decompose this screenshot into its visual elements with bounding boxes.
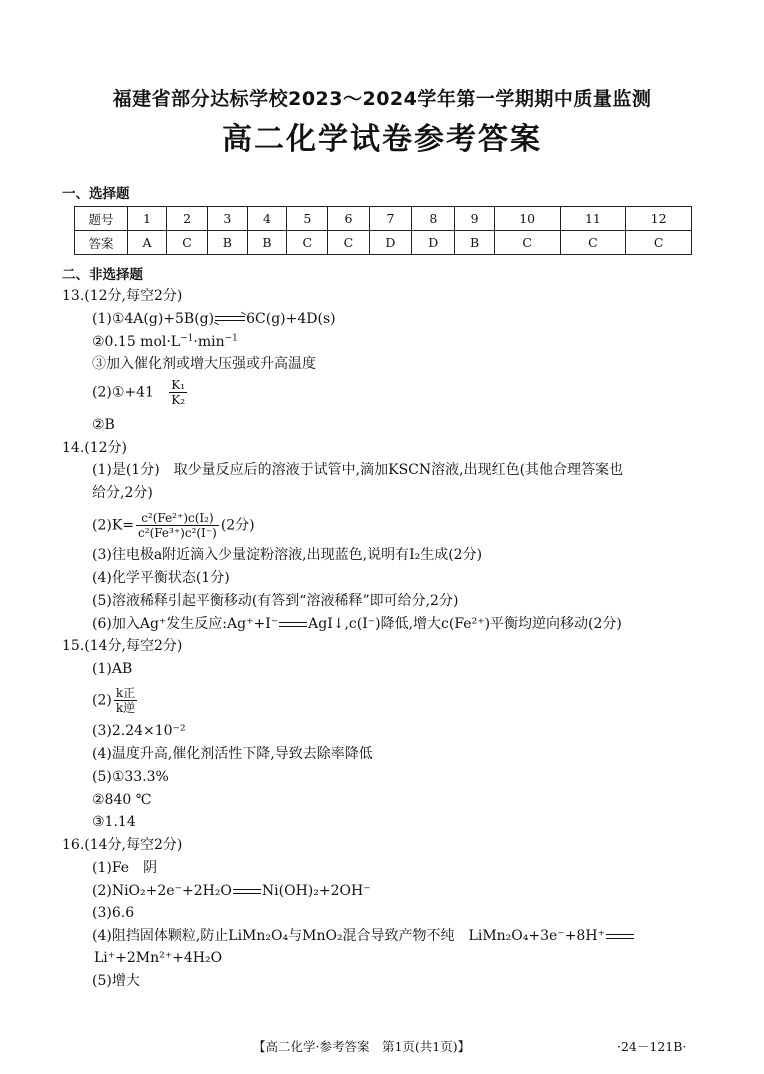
q16-heading: 16.(14分,每空2分) (62, 837, 183, 853)
q15-answer-7: ③1.14 (92, 814, 136, 830)
q15-answer-2 (92, 686, 139, 715)
q15-answer-5: (5)①33.3% (92, 769, 169, 785)
table-cell: A (128, 231, 167, 255)
table-cell: C (494, 231, 560, 255)
section-choice-title: 一、选择题 (62, 186, 130, 202)
page-footer: 【高二化学·参考答案 第1页(共1页)】 (253, 1039, 471, 1054)
q16-answer-4-cont: Li⁺+2Mn²⁺+4H₂O (94, 950, 223, 966)
table-cell: D (369, 231, 412, 255)
q16-answer-2 (92, 882, 371, 900)
numerator: c²(Fe²⁺)c(I₂) (136, 511, 219, 526)
q14-answer-5: (5)溶液稀释引起平衡移动(有答到“溶液稀释”即可给分,2分) (92, 593, 459, 609)
q13-answer-4 (92, 378, 189, 407)
q14-answer-1-cont: 给分,2分) (92, 485, 153, 501)
table-cell: 5 (287, 207, 328, 231)
answer-table (74, 206, 692, 255)
denominator: c²(Fe³⁺)c²(I⁻) (138, 526, 217, 540)
fraction (114, 686, 137, 715)
q15-answer-4: (4)温度升高,催化剂活性下降,导致去除率降低 (92, 746, 373, 762)
equals-arrow-icon (606, 933, 634, 940)
table-cell: 12 (626, 207, 692, 231)
document-subtitle: 高二化学试卷参考答案 (222, 122, 542, 157)
table-cell: 9 (455, 207, 495, 231)
text: (6)加入Ag⁺发生反应:Ag⁺+I⁻ (92, 616, 279, 632)
fraction (136, 511, 219, 540)
section-nonchoice-title: 二、非选择题 (62, 267, 143, 283)
q13-answer-1 (92, 310, 336, 328)
text: 6C(g)+4D(s) (246, 311, 336, 327)
table-cell: C (287, 231, 328, 255)
table-cell: B (208, 231, 248, 255)
q14-answer-4: (4)化学平衡状态(1分) (92, 570, 230, 586)
table-cell: 6 (328, 207, 369, 231)
superscript: −1 (224, 333, 238, 344)
table-cell: 7 (369, 207, 412, 231)
q13-answer-2 (92, 333, 238, 351)
numerator: K₁ (171, 378, 186, 392)
table-cell: 4 (247, 207, 287, 231)
table-cell: C (328, 231, 369, 255)
table-cell: C (166, 231, 207, 255)
table-cell: 8 (412, 207, 455, 231)
q16-answer-1: (1)Fe 阴 (92, 860, 158, 876)
q15-answer-6: ②840 ℃ (92, 792, 152, 808)
table-cell: B (247, 231, 287, 255)
q13-answer-5: ②B (92, 417, 115, 433)
text: (2分) (220, 517, 255, 534)
table-row-answers (75, 231, 692, 255)
text: (1)①4A(g)+5B(g) (92, 311, 215, 327)
text: ·min (193, 334, 225, 350)
table-cell: 1 (128, 207, 167, 231)
text: (2)①+41 (92, 384, 154, 401)
q16-answer-3: (3)6.6 (92, 905, 135, 921)
reversible-arrow-icon (215, 315, 245, 323)
text: (4)阻挡固体颗粒,防止LiMn₂O₄与MnO₂混合导致产物不纯 LiMn₂O₄+3e⁻+8H⁺ (92, 928, 605, 944)
table-cell: 2 (166, 207, 207, 231)
table-row-numbers (75, 207, 692, 231)
superscript: −1 (180, 333, 194, 344)
table-cell: B (455, 231, 495, 255)
q16-answer-5: (5)增大 (92, 973, 140, 989)
denominator: k逆 (115, 701, 136, 715)
table-cell: C (560, 231, 626, 255)
q15-answer-1: (1)AB (92, 661, 133, 677)
q14-answer-6 (92, 615, 622, 633)
equals-arrow-icon (233, 888, 261, 895)
table-cell: C (626, 231, 692, 255)
table-cell: 答案 (75, 231, 128, 255)
text: (2)NiO₂+2e⁻+2H₂O (92, 883, 232, 899)
q14-heading: 14.(12分) (62, 440, 128, 456)
q13-answer-3: ③加入催化剂或增大压强或升高温度 (92, 356, 316, 372)
table-cell: 3 (208, 207, 248, 231)
q15-answer-3: (3)2.24×10⁻² (92, 723, 186, 739)
text: (2)K= (92, 517, 135, 534)
page-code: ·24－121B· (617, 1039, 687, 1054)
equals-arrow-icon (279, 621, 307, 628)
fraction (169, 378, 187, 407)
q14-answer-2 (92, 511, 255, 540)
q13-heading: 13.(12分,每空2分) (62, 288, 183, 304)
text: (2) (92, 692, 112, 709)
text: ②0.15 mol·L (92, 334, 181, 350)
table-cell: D (412, 231, 455, 255)
q14-answer-1: (1)是(1分) 取少量反应后的溶液于试管中,滴加KSCN溶液,出现红色(其他合理答案也 (92, 462, 624, 478)
numerator: k正 (115, 686, 136, 700)
text: AgI↓,c(I⁻)降低,增大c(Fe²⁺)平衡均逆向移动(2分) (308, 616, 622, 632)
q16-answer-4 (92, 927, 635, 945)
document-title: 福建省部分达标学校2023～2024学年第一学期期中质量监测 (112, 88, 652, 110)
q14-answer-3: (3)往电极a附近滴入少量淀粉溶液,出现蓝色,说明有I₂生成(2分) (92, 547, 483, 563)
table-cell: 题号 (75, 207, 128, 231)
q15-heading: 15.(14分,每空2分) (62, 638, 183, 654)
table-cell: 10 (494, 207, 560, 231)
denominator: K₂ (171, 393, 186, 407)
table-cell: 11 (560, 207, 626, 231)
text: Ni(OH)₂+2OH⁻ (261, 883, 371, 899)
